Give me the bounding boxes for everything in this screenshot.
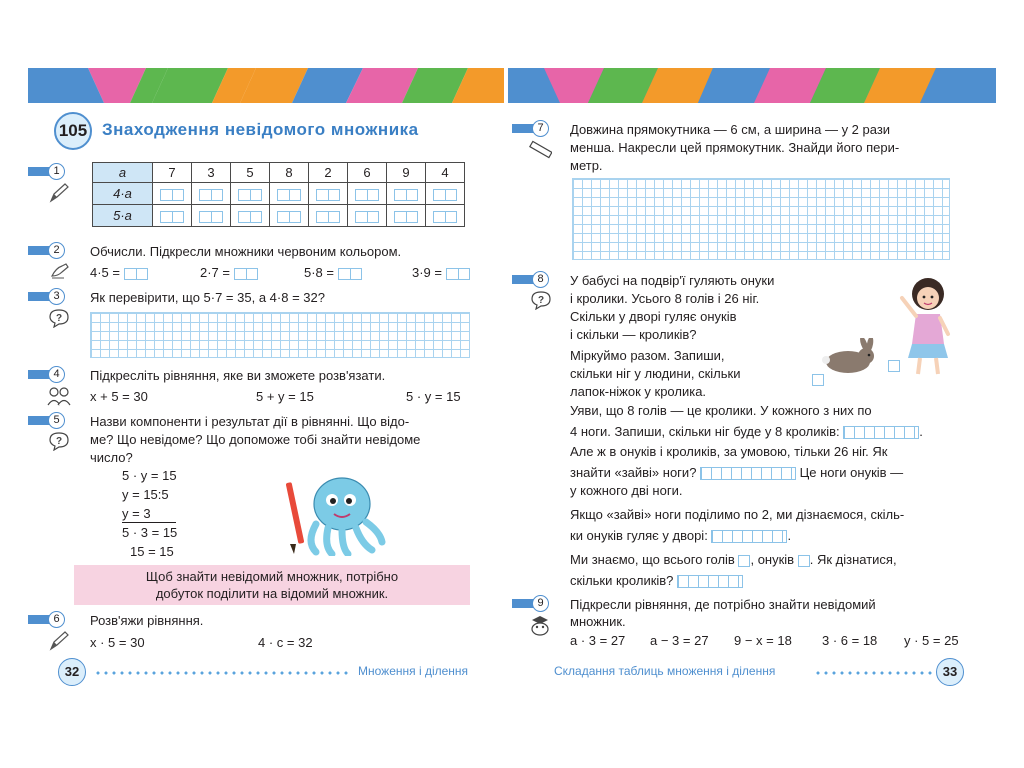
solution-line-3: y = 3 <box>122 505 176 523</box>
answer-box[interactable] <box>700 467 796 480</box>
task-8-para-8: Ми знаємо, що всього голів , онуків . Як дізнатися, <box>570 552 897 567</box>
answer-box[interactable] <box>309 205 348 227</box>
answer-box[interactable] <box>677 575 743 588</box>
decorative-banner <box>508 68 996 103</box>
task-8-intro-4: і скільки — кроликів? <box>570 327 697 342</box>
answer-box[interactable] <box>309 183 348 205</box>
task-2-text: Обчисли. Підкресли множники червоним кольором. <box>90 244 402 259</box>
pencil-icon <box>48 630 70 652</box>
task-5-badge: 5 <box>28 412 58 429</box>
task-8-para-1: Уяви, що 8 голів — це кролики. У кожного з них по <box>570 403 872 418</box>
question-bubble-icon <box>48 308 70 328</box>
task-8-intro-2: і кролики. Усього 8 голів і 26 ніг. <box>570 291 760 306</box>
task-5-line-2: ме? Що невідоме? Що допоможе тобі знайти невідоме <box>90 432 421 447</box>
task-9-line-1: Підкресли рівняння, де потрібно знайти невідомий <box>570 597 876 612</box>
table-cell: 2 <box>309 163 348 183</box>
task-9-line-2: множник. <box>570 614 626 629</box>
task-2-expr-3: 5·8 = <box>304 264 362 281</box>
task-6-equation-2: 4 · c = 32 <box>258 635 313 650</box>
answer-box-rabbit-legs[interactable] <box>812 374 824 386</box>
answer-box[interactable] <box>124 268 148 280</box>
task-2-expr-2: 2·7 = <box>200 264 258 281</box>
table-row-label: 4·a <box>93 183 153 205</box>
task-9-equation-4[interactable]: 3 · 6 = 18 <box>822 633 878 648</box>
table-cell: 9 <box>387 163 426 183</box>
rule-line-2: добуток поділити на відомий множник. <box>155 586 389 601</box>
question-bubble-icon <box>530 290 552 310</box>
solution-line-4: 5 · 3 = 15 <box>122 525 178 540</box>
task-9-equation-2[interactable]: a − 3 = 27 <box>650 633 709 648</box>
solution-line-5: 15 = 15 <box>130 544 174 559</box>
answer-box[interactable] <box>270 205 309 227</box>
task-7-line-1: Довжина прямокутника — 6 см, а ширина — у 2 рази <box>570 122 891 137</box>
task-6-text: Розв'яжи рівняння. <box>90 613 204 628</box>
task-6-equation-1: x · 5 = 30 <box>90 635 145 650</box>
multiplication-table <box>92 162 465 227</box>
solution-line-2: y = 15:5 <box>122 487 169 502</box>
task-3-text: Як перевірити, що 5·7 = 35, а 4·8 = 32? <box>90 290 325 305</box>
answer-box[interactable] <box>446 268 470 280</box>
answer-box[interactable] <box>348 205 387 227</box>
footer-section-title: Множення і ділення <box>358 664 469 678</box>
answer-box[interactable] <box>711 530 787 543</box>
table-cell: 7 <box>153 163 192 183</box>
task-8-para-2: 4 ноги. Запиши, скільки ніг буде у 8 кроликів: . <box>570 424 923 439</box>
rule-box <box>74 565 470 605</box>
task-4-badge: 4 <box>28 366 58 383</box>
rabbit-illustration <box>814 338 878 378</box>
rule-line-1: Щоб знайти невідомий множник, потрібно <box>145 569 399 584</box>
footer-dots <box>814 671 932 675</box>
task-4-equation-1[interactable]: x + 5 = 30 <box>90 389 148 404</box>
lesson-number: 105 <box>54 112 92 150</box>
page-number-right: 33 <box>936 658 964 686</box>
svg-text:?: ? <box>55 436 63 447</box>
svg-text:?: ? <box>55 313 63 324</box>
answer-box[interactable] <box>387 205 426 227</box>
task-8-think-2: скільки ніг у людини, скільки <box>570 366 741 381</box>
task-7-drawing-grid[interactable] <box>572 178 950 260</box>
ruler-icon <box>528 140 552 160</box>
answer-box[interactable] <box>426 183 465 205</box>
answer-box[interactable] <box>387 183 426 205</box>
answer-box[interactable] <box>153 205 192 227</box>
task-9-equation-5[interactable]: y · 5 = 25 <box>904 633 959 648</box>
task-8-para-7: ки онуків гуляє у дворі: . <box>570 528 792 543</box>
answer-box[interactable] <box>426 205 465 227</box>
girl-illustration <box>890 274 960 378</box>
octopus-illustration <box>286 472 386 556</box>
task-8-intro-1: У бабусі на подвір'ї гуляють онуки <box>570 273 775 288</box>
task-4-equation-3[interactable]: 5 · y = 15 <box>406 389 461 404</box>
answer-box[interactable] <box>231 183 270 205</box>
task-7-line-3: метр. <box>570 158 603 173</box>
question-bubble-icon <box>48 431 70 451</box>
task-8-badge: 8 <box>512 271 542 288</box>
svg-text:?: ? <box>537 295 545 306</box>
answer-box[interactable] <box>738 555 750 567</box>
task-9-badge: 9 <box>512 595 542 612</box>
task-3-answer-grid[interactable] <box>90 312 470 358</box>
task-8-para-6: Якщо «зайві» ноги поділимо по 2, ми дізнаємося, скіль- <box>570 507 905 522</box>
task-2-expr-4: 3·9 = <box>412 264 470 281</box>
graduate-frog-icon <box>528 614 552 636</box>
task-4-equation-2[interactable]: 5 + y = 15 <box>256 389 314 404</box>
table-header-a: a <box>93 163 153 183</box>
task-5-line-1: Назви компоненти і результат дії в рівнянні. Що відо- <box>90 414 410 429</box>
task-8-para-5: у кожного дві ноги. <box>570 483 683 498</box>
task-2-expr-1: 4·5 = <box>90 264 148 281</box>
writing-hand-icon <box>50 262 70 280</box>
footer-section-title: Складання таблиць множення і ділення <box>554 664 776 678</box>
table-row-label: 5·a <box>93 205 153 227</box>
task-5-line-3: число? <box>90 450 133 465</box>
task-6-badge: 6 <box>28 611 58 628</box>
footer-dots <box>94 671 350 675</box>
task-3-badge: 3 <box>28 288 58 305</box>
decorative-banner <box>28 68 504 103</box>
table-cell: 6 <box>348 163 387 183</box>
task-8-think-1: Міркуймо разом. Запиши, <box>570 348 725 363</box>
task-7-line-2: менша. Накресли цей прямокутник. Знайди його пери- <box>570 140 900 155</box>
task-1-badge: 1 <box>28 163 58 180</box>
task-8-para-9: скільки кроликів? <box>570 572 743 589</box>
answer-box[interactable] <box>843 426 919 439</box>
task-8-intro-3: Скільки у дворі гуляє онуків <box>570 309 737 324</box>
task-2-badge: 2 <box>28 242 58 259</box>
task-8-para-3: Але ж в онуків і кроликів, за умовою, тільки 26 ніг. Як <box>570 444 888 459</box>
answer-box[interactable] <box>338 268 362 280</box>
page-number-left: 32 <box>58 658 86 686</box>
answer-box[interactable] <box>798 555 810 567</box>
left-page <box>28 68 504 700</box>
answer-box[interactable] <box>270 183 309 205</box>
table-cell: 5 <box>231 163 270 183</box>
answer-box[interactable] <box>348 183 387 205</box>
answer-box[interactable] <box>192 205 231 227</box>
answer-box-human-legs[interactable] <box>888 360 900 372</box>
table-cell: 4 <box>426 163 465 183</box>
pencil-icon <box>48 182 70 204</box>
page-title: Знаходження невідомого множника <box>102 120 419 139</box>
table-cell: 8 <box>270 163 309 183</box>
task-4-text: Підкресліть рівняння, яке ви зможете розв'язати. <box>90 368 386 383</box>
answer-box[interactable] <box>231 205 270 227</box>
task-8-think-3: лапок-ніжок у кролика. <box>570 384 707 399</box>
solution-line-1: 5 · y = 15 <box>122 468 177 483</box>
task-9-equation-3[interactable]: 9 − x = 18 <box>734 633 792 648</box>
task-7-badge: 7 <box>512 120 542 137</box>
pair-of-children-icon <box>46 386 72 406</box>
task-8-para-4: знайти «зайві» ноги? Це ноги онуків — <box>570 465 904 480</box>
answer-box[interactable] <box>234 268 258 280</box>
right-page <box>508 68 996 700</box>
task-9-equation-1[interactable]: a · 3 = 27 <box>570 633 626 648</box>
answer-box[interactable] <box>192 183 231 205</box>
answer-box[interactable] <box>153 183 192 205</box>
table-cell: 3 <box>192 163 231 183</box>
